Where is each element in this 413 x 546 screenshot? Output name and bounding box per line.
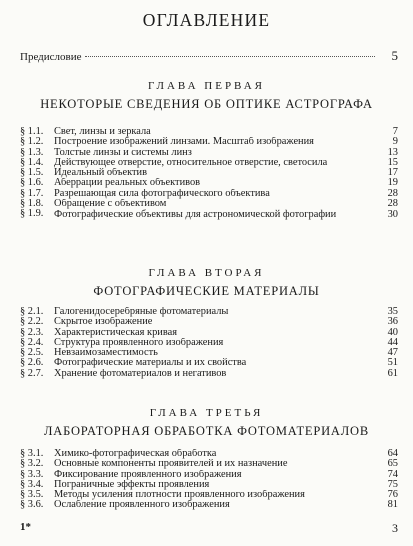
section-page: 15: [387, 156, 398, 168]
section-title: Пограничные эффекты проявления: [54, 479, 210, 490]
section-page: 9: [392, 136, 398, 148]
toc-entry[interactable]: [20, 328, 398, 338]
section-number: § 2.6.: [20, 357, 44, 369]
section-page: 19: [387, 177, 398, 189]
toc-entry[interactable]: [20, 449, 398, 459]
chapter-3-label: ГЛАВА ТРЕТЬЯ: [149, 407, 264, 419]
toc-entry[interactable]: [20, 490, 398, 500]
toc-entry[interactable]: [20, 158, 398, 168]
chapter-2-sections: [20, 307, 398, 379]
section-title: Фотографические материалы и их свойства: [54, 358, 247, 369]
section-title: Аберрации реальных объективов: [54, 178, 201, 189]
section-number: § 3.3.: [20, 468, 44, 480]
toc-entry[interactable]: [20, 348, 398, 358]
section-title: Методы усиления плотности проявленного изображения: [54, 490, 305, 501]
section-page: 65: [387, 458, 398, 470]
section-page: 47: [387, 347, 398, 359]
section-title: Фотографические объективы для астрономической фотографии: [54, 209, 337, 221]
preface-label: Предисловие: [20, 51, 82, 63]
section-page: 76: [387, 489, 398, 501]
section-number: § 2.1.: [20, 306, 44, 317]
toc-entry[interactable]: [20, 358, 398, 368]
section-title: Основные компоненты проявителей и их назначение: [54, 459, 288, 470]
section-page: 30: [387, 209, 398, 221]
section-number: § 3.5.: [20, 489, 44, 501]
section-page: 74: [387, 468, 398, 480]
toc-entry[interactable]: [20, 137, 398, 147]
section-title: Свет, линзы и зеркала: [54, 127, 151, 137]
toc-entry[interactable]: [20, 209, 398, 220]
section-page: 61: [387, 367, 398, 379]
section-page: 7: [392, 126, 398, 137]
toc-entry-preface[interactable]: [20, 48, 398, 64]
section-title: Построение изображений линзами. Масштаб изображения: [54, 137, 314, 148]
page-title: ОГЛАВЛЕНИЕ: [142, 10, 271, 30]
section-page: 75: [387, 478, 398, 490]
section-number: § 2.7.: [20, 367, 44, 379]
chapter-2-title: ФОТОГРАФИЧЕСКИЕ МАТЕРИАЛЫ: [93, 284, 320, 298]
section-number: § 2.3.: [20, 326, 44, 338]
toc-entry[interactable]: [20, 127, 398, 137]
toc-entry[interactable]: [20, 338, 398, 348]
dot-leader: [85, 56, 376, 57]
section-page: 13: [387, 146, 398, 158]
section-title: Ослабление проявленного изображения: [54, 500, 230, 511]
section-number: § 1.6.: [20, 177, 44, 189]
section-number: § 2.2.: [20, 316, 44, 328]
section-number: § 3.1.: [20, 448, 44, 459]
section-title: Фиксирование проявленного изображения: [54, 469, 242, 480]
toc-entry[interactable]: [20, 317, 398, 327]
toc-entry[interactable]: [20, 480, 398, 490]
preface-page: 5: [391, 48, 398, 63]
toc-entry[interactable]: [20, 500, 398, 510]
chapter-1-label: ГЛАВА ПЕРВАЯ: [148, 80, 265, 92]
chapter-3-sections: [20, 449, 398, 511]
toc-entry[interactable]: [20, 307, 398, 317]
section-page: 64: [387, 448, 398, 459]
section-number: § 1.5.: [20, 167, 44, 179]
section-page: 35: [387, 306, 398, 317]
section-page: 17: [387, 167, 398, 179]
section-number: § 1.3.: [20, 146, 44, 158]
section-number: § 3.2.: [20, 458, 44, 470]
section-title: Характеристическая кривая: [54, 327, 178, 338]
toc-entry[interactable]: [20, 199, 398, 209]
section-title: Невзаимозаместимость: [54, 348, 158, 359]
section-number: § 3.4.: [20, 478, 44, 490]
section-number: § 1.7.: [20, 187, 44, 199]
toc-entry[interactable]: [20, 459, 398, 469]
section-title: Структура проявленного изображения: [54, 337, 224, 348]
section-page: 36: [387, 316, 398, 328]
section-page: 40: [387, 326, 398, 338]
toc-entry[interactable]: [20, 369, 398, 379]
section-number: § 2.5.: [20, 347, 44, 359]
section-number: § 2.4.: [20, 336, 44, 348]
toc-entry[interactable]: [20, 148, 398, 158]
section-number: § 1.9.: [20, 208, 44, 220]
section-title: Идеальный объектив: [54, 168, 147, 179]
printer-signature-mark: 1*: [20, 521, 31, 533]
section-title: Химико-фотографическая обработка: [54, 449, 217, 459]
section-page: 81: [387, 499, 398, 511]
section-page: 28: [387, 198, 398, 210]
section-number: § 1.8.: [20, 198, 44, 210]
section-title: Разрешающая сила фотографического объектива: [54, 188, 270, 199]
toc-entry[interactable]: [20, 168, 398, 178]
section-number: § 1.4.: [20, 156, 44, 168]
chapter-1-sections: [20, 127, 398, 220]
section-title: Галогенидосеребряные фотоматериалы: [54, 307, 229, 317]
section-title: Действующее отверстие, относительное отверстие, светосила: [54, 157, 328, 168]
page-number: 3: [392, 521, 398, 535]
chapter-3-title: ЛАБОРАТОРНАЯ ОБРАБОТКА ФОТОМАТЕРИАЛОВ: [43, 424, 370, 438]
section-title: Толстые линзы и системы линз: [54, 147, 192, 158]
section-number: § 3.6.: [20, 499, 44, 511]
section-number: § 1.1.: [20, 126, 44, 137]
section-page: 44: [387, 336, 398, 348]
chapter-2-label: ГЛАВА ВТОРАЯ: [148, 267, 265, 279]
section-number: § 1.2.: [20, 136, 44, 148]
toc-entry[interactable]: [20, 189, 398, 199]
section-page: 51: [387, 357, 398, 369]
section-page: 28: [387, 187, 398, 199]
section-title: Обращение с объективом: [54, 199, 167, 210]
section-title: Хранение фотоматериалов и негативов: [54, 368, 227, 379]
toc-entry[interactable]: [20, 178, 398, 188]
toc-entry[interactable]: [20, 470, 398, 480]
chapter-1-title: НЕКОТОРЫЕ СВЕДЕНИЯ ОБ ОПТИКЕ АСТРОГРАФА: [40, 97, 373, 111]
section-title: Скрытое изображение: [54, 317, 153, 328]
